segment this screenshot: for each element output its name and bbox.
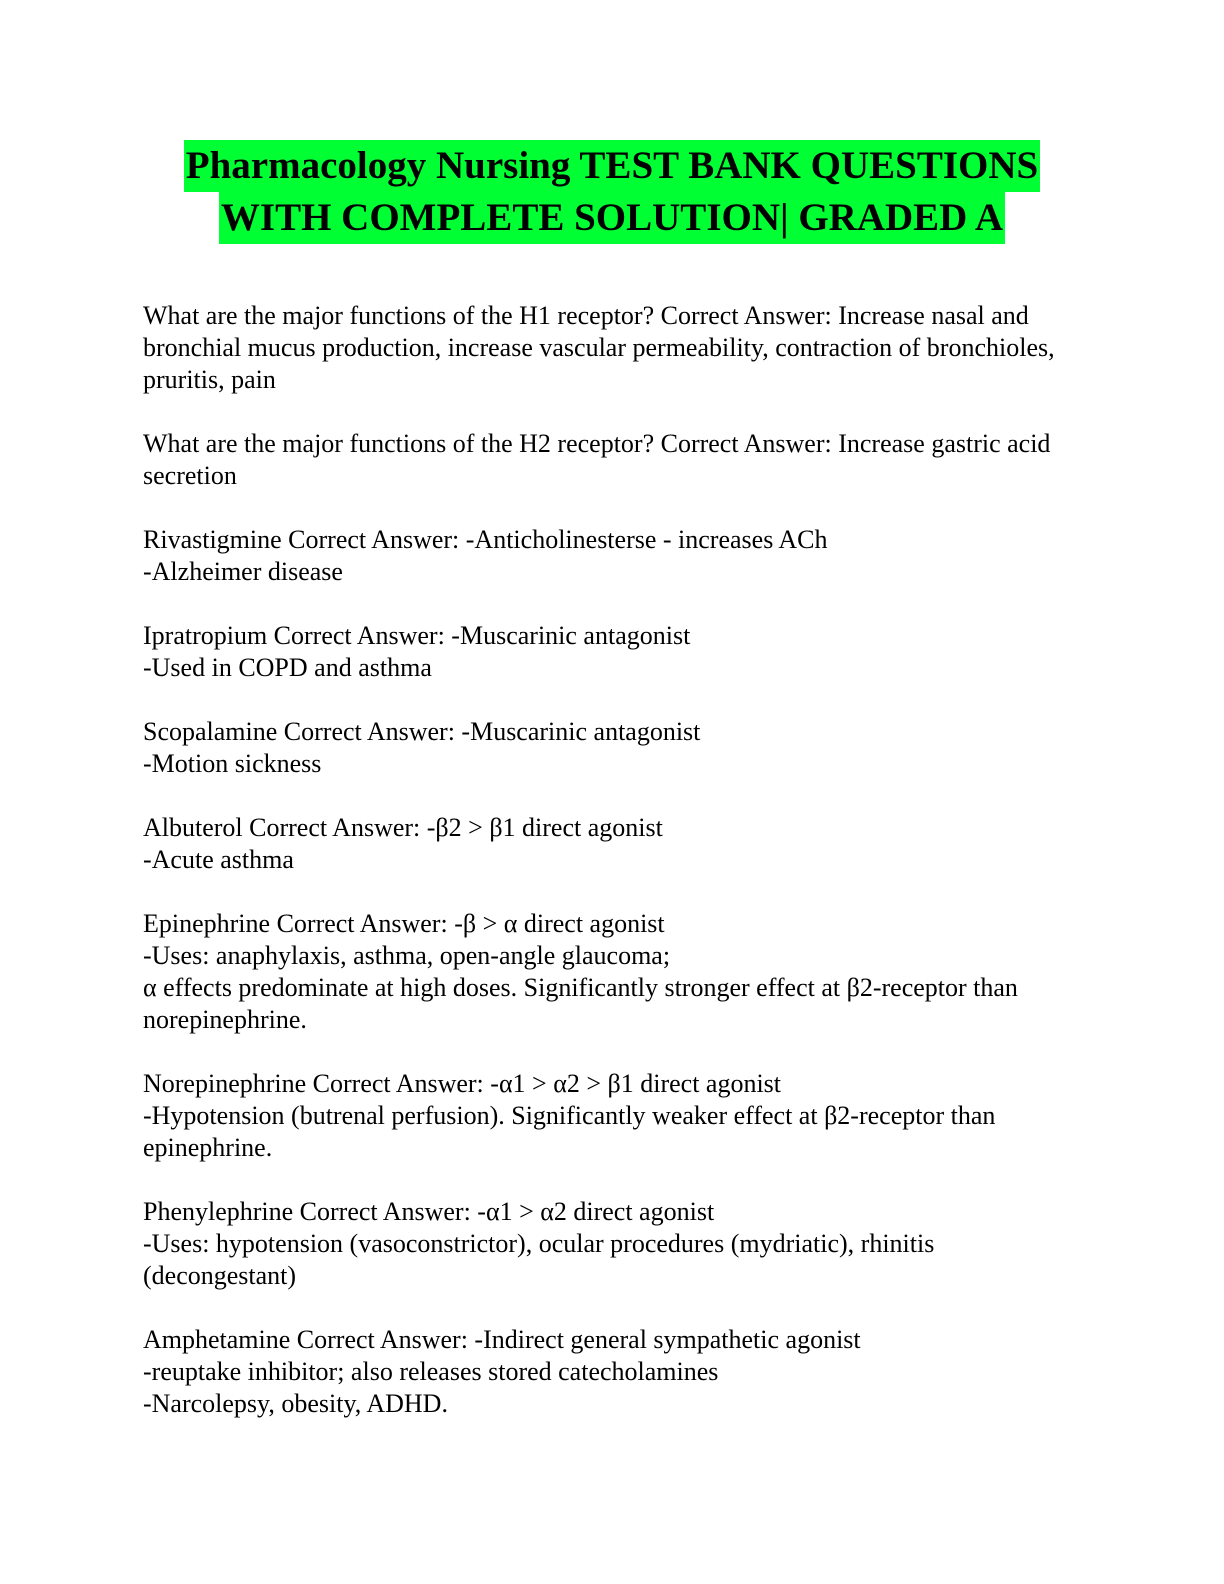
title-line-2: WITH COMPLETE SOLUTION| GRADED A bbox=[219, 192, 1005, 244]
qa-entry-phenylephrine bbox=[143, 1196, 1078, 1292]
qa-line: What are the major functions of the H2 receptor? Correct Answer: Increase gastric acid secretion bbox=[143, 429, 1051, 490]
qa-entry-albuterol bbox=[143, 812, 1078, 876]
qa-line: Phenylephrine Correct Answer: -α1 > α2 direct agonist bbox=[143, 1197, 715, 1226]
qa-line: -reuptake inhibitor; also releases stored catecholamines bbox=[143, 1357, 719, 1386]
qa-line: Epinephrine Correct Answer: -β > α direct agonist bbox=[143, 909, 665, 938]
title-line-1: Pharmacology Nursing TEST BANK QUESTIONS bbox=[184, 140, 1040, 192]
qa-line: -Used in COPD and asthma bbox=[143, 653, 432, 682]
qa-entry-norepinephrine bbox=[143, 1068, 1078, 1164]
qa-line: Scopalamine Correct Answer: -Muscarinic antagonist bbox=[143, 717, 701, 746]
qa-entry-amphetamine bbox=[143, 1324, 1078, 1420]
document-title bbox=[0, 140, 1224, 244]
qa-entry-h2-receptor bbox=[143, 428, 1078, 492]
qa-entry-epinephrine bbox=[143, 908, 1078, 1036]
qa-line: -Narcolepsy, obesity, ADHD. bbox=[143, 1389, 448, 1418]
qa-list bbox=[143, 300, 1078, 1452]
qa-entry-rivastigmine bbox=[143, 524, 1078, 588]
qa-line: α effects predominate at high doses. Significantly stronger effect at β2-receptor than norepinephrine. bbox=[143, 973, 1018, 1034]
qa-line: Rivastigmine Correct Answer: -Anticholinesterse - increases ACh bbox=[143, 525, 828, 554]
qa-line: -Uses: anaphylaxis, asthma, open-angle glaucoma; bbox=[143, 941, 671, 970]
qa-line: Amphetamine Correct Answer: -Indirect general sympathetic agonist bbox=[143, 1325, 861, 1354]
qa-line: What are the major functions of the H1 receptor? Correct Answer: Increase nasal and bronchial mucus production, increase vascular permeability, contraction of bronchioles, pruritis, pain bbox=[143, 301, 1055, 394]
qa-entry-scopalamine bbox=[143, 716, 1078, 780]
qa-entry-ipratropium bbox=[143, 620, 1078, 684]
qa-line: -Motion sickness bbox=[143, 749, 322, 778]
qa-line: Albuterol Correct Answer: -β2 > β1 direct agonist bbox=[143, 813, 663, 842]
qa-line: -Acute asthma bbox=[143, 845, 294, 874]
qa-line: -Uses: hypotension (vasoconstrictor), ocular procedures (mydriatic), rhinitis (decongestant) bbox=[143, 1229, 935, 1290]
qa-line: -Hypotension (butrenal perfusion). Significantly weaker effect at β2-receptor than epinephrine. bbox=[143, 1101, 996, 1162]
qa-line: Ipratropium Correct Answer: -Muscarinic antagonist bbox=[143, 621, 691, 650]
qa-line: -Alzheimer disease bbox=[143, 557, 343, 586]
qa-entry-h1-receptor bbox=[143, 300, 1078, 396]
qa-line: Norepinephrine Correct Answer: -α1 > α2 > β1 direct agonist bbox=[143, 1069, 782, 1098]
